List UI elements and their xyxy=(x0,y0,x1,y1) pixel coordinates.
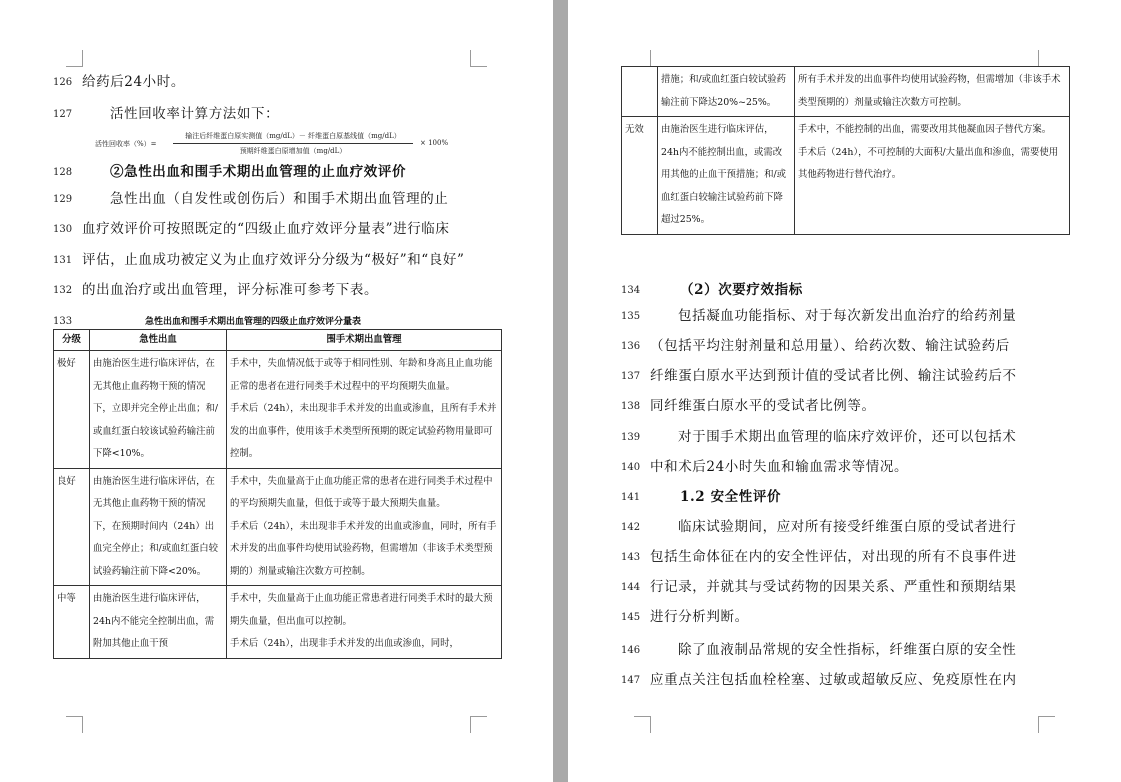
table-header-grade: 分级 xyxy=(54,330,90,351)
paragraph-text: （包括平均注射剂量和总用量）、给药次数、输注试验药后 xyxy=(650,338,1010,354)
acute-bleeding-cell: 措施；和/或血红蛋白较试验药输注前下降达20%~25%。 xyxy=(658,67,795,117)
paragraph-text: 除了血液制品常规的安全性指标，纤维蛋白原的安全性 xyxy=(678,642,1017,658)
paragraph-text: 给药后24小时。 xyxy=(82,74,185,90)
table-row xyxy=(54,586,502,659)
text-line xyxy=(568,306,1121,326)
crop-mark xyxy=(470,50,487,67)
table-row xyxy=(622,67,1070,117)
text-line xyxy=(0,162,553,182)
paragraph-text: 临床试验期间，应对所有接受纤维蛋白原的受试者进行 xyxy=(678,519,1017,535)
text-line xyxy=(568,547,1121,567)
perioperative-cell xyxy=(227,468,502,586)
paragraph-text: 的出血治疗或出血管理，评分标准可参考下表。 xyxy=(82,282,379,298)
paragraph-text: 纤维蛋白原水平达到预计值的受试者比例、输注试验药后不 xyxy=(650,368,1017,384)
line-number: 143 xyxy=(621,552,641,563)
grading-table xyxy=(53,329,502,659)
line-number: 141 xyxy=(621,492,641,503)
line-number: 145 xyxy=(621,612,641,623)
perioperative-criterion: 手术中，失血情况低于或等于相同性别、年龄和身高且止血功能正常的患者在进行同类手术过程中的平均预期失血量。 xyxy=(230,358,493,392)
acute-bleeding-cell: 由施治医生进行临床评估，在无其他止血药物干预的情况下，在预期时间内（24h）出血完全停止；和/或血红蛋白较试验药输注前下降<20%。 xyxy=(90,468,227,586)
section-heading: ②急性出血和围手术期出血管理的止血疗效评价 xyxy=(110,164,407,180)
crop-mark xyxy=(66,50,83,67)
text-line xyxy=(0,104,553,124)
text-line xyxy=(0,250,553,270)
formula-rhs: × 100% xyxy=(420,139,449,147)
grade-cell xyxy=(622,67,658,117)
table-row xyxy=(622,117,1070,235)
formula-denominator: 预期纤维蛋白原增加值（mg/dL） xyxy=(239,147,347,155)
line-number: 131 xyxy=(53,255,73,266)
text-line xyxy=(0,72,553,92)
line-number: 147 xyxy=(621,675,641,686)
crop-mark xyxy=(66,716,83,733)
paragraph-text: 进行分析判断。 xyxy=(650,609,749,625)
perioperative-cell xyxy=(795,67,1070,117)
line-number: 139 xyxy=(621,432,641,443)
text-line xyxy=(0,189,553,209)
table-row xyxy=(54,351,502,469)
paragraph-text: 中和术后24小时失血和输血需求等情况。 xyxy=(650,459,909,475)
crop-mark xyxy=(470,716,487,733)
perioperative-criterion: 手术后（24h），未出现非手术并发的出血或渗血，同时，所有手术并发的出血事件均使用试验药物，但需增加（非该手术类型预期的）剂量或输注次数方可控制。 xyxy=(230,520,497,577)
paragraph-text: 对于围手术期出血管理的临床疗效评价，还可以包括术 xyxy=(678,429,1017,445)
line-number: 133 xyxy=(53,316,73,327)
document-page-left xyxy=(0,0,553,782)
text-line xyxy=(568,336,1121,356)
perioperative-criterion: 手术后（24h），出现非手术并发的出血或渗血，同时， xyxy=(230,638,459,649)
crop-mark xyxy=(1038,50,1055,67)
page-gap xyxy=(553,0,568,782)
formula-numerator: 输注后纤维蛋白原实测值（mg/dL）－ 纤维蛋白原基线值（mg/dL） xyxy=(173,131,413,144)
perioperative-criterion: 手术中，不能控制的出血，需要改用其他凝血因子替代方案。 xyxy=(798,124,1052,135)
line-number: 132 xyxy=(53,285,73,296)
text-line xyxy=(568,457,1121,477)
paragraph-text: 评估，止血成功被定义为止血疗效评分分级为“极好”和“良好” xyxy=(82,252,465,268)
line-number: 126 xyxy=(53,77,73,88)
paragraph-text: 应重点关注包括血栓栓塞、过敏或超敏反应、免疫原性在内 xyxy=(650,672,1017,688)
acute-bleeding-cell: 由施治医生进行临床评估，24h内不能控制出血，或需改用其他的止血干预措施；和/或血红蛋白较输注试验药前下降超过25%。 xyxy=(658,117,795,235)
text-line xyxy=(568,607,1121,627)
line-number: 144 xyxy=(621,582,641,593)
text-line xyxy=(568,640,1121,660)
acute-bleeding-cell: 由施治医生进行临床评估，24h内不能完全控制出血，需附加其他止血干预 xyxy=(90,586,227,659)
grade-cell: 中等 xyxy=(54,586,90,659)
grade-cell: 无效 xyxy=(622,117,658,235)
perioperative-criterion: 手术中，失血量高于止血功能正常患者进行同类手术时的最大预期失血量，但出血可以控制。 xyxy=(230,593,493,627)
line-number: 136 xyxy=(621,341,641,352)
line-number: 140 xyxy=(621,462,641,473)
crop-mark xyxy=(1038,716,1055,733)
text-line xyxy=(0,280,553,300)
line-number: 130 xyxy=(53,224,73,235)
text-line xyxy=(568,280,1121,300)
grade-cell: 良好 xyxy=(54,468,90,586)
paragraph-text: 活性回收率计算方法如下： xyxy=(110,106,280,122)
perioperative-criterion: 所有手术并发的出血事件均使用试验药物，但需增加（非该手术类型预期的）剂量或输注次数方可控制。 xyxy=(798,74,1061,108)
line-number: 128 xyxy=(53,167,73,178)
line-number: 135 xyxy=(621,311,641,322)
crop-mark xyxy=(634,50,651,67)
section-heading: 1.2 安全性评价 xyxy=(680,489,782,505)
document-page-right xyxy=(568,0,1121,782)
text-line xyxy=(568,366,1121,386)
perioperative-criterion: 手术后（24h），未出现非手术并发的出血或渗血，且所有手术并发的出血事件，使用该手术类型所预期的既定试验药物用量即可控制。 xyxy=(230,403,497,459)
perioperative-cell xyxy=(795,117,1070,235)
perioperative-cell xyxy=(227,586,502,659)
table-header-perioperative: 围手术期出血管理 xyxy=(227,330,502,351)
text-line xyxy=(568,577,1121,597)
table-row xyxy=(54,468,502,586)
paragraph-text: 包括生命体征在内的安全性评估，对出现的所有不良事件进 xyxy=(650,549,1017,565)
perioperative-criterion: 手术中，失血量高于止血功能正常的患者在进行同类手术过程中的平均预期失血量，但低于或等于最大预期失血量。 xyxy=(230,475,493,509)
line-number: 127 xyxy=(53,109,73,120)
formula-lhs: 活性回收率（%）= xyxy=(95,140,157,148)
grade-cell: 极好 xyxy=(54,351,90,469)
perioperative-cell xyxy=(227,351,502,469)
text-line xyxy=(568,396,1121,416)
crop-mark xyxy=(634,716,651,733)
table-header-acute: 急性出血 xyxy=(90,330,227,351)
line-number: 138 xyxy=(621,401,641,412)
paragraph-text: 行记录，并就其与受试药物的因果关系、严重性和预期结果 xyxy=(650,579,1017,595)
table-caption: 急性出血和围手术期出血管理的四级止血疗效评分量表 xyxy=(145,317,362,327)
line-number: 146 xyxy=(621,645,641,656)
paragraph-text: 同纤维蛋白原水平的受试者比例等。 xyxy=(650,398,876,414)
line-number: 129 xyxy=(53,194,73,205)
grading-table-continued xyxy=(621,66,1070,235)
text-line xyxy=(568,670,1121,690)
line-number: 134 xyxy=(621,285,641,296)
text-line xyxy=(0,219,553,239)
line-number: 137 xyxy=(621,371,641,382)
section-heading: （2）次要疗效指标 xyxy=(680,282,803,298)
paragraph-text: 血疗效评价可按照既定的“四级止血疗效评分量表”进行临床 xyxy=(82,221,450,237)
perioperative-criterion: 手术后（24h），不可控制的大面积/大量出血和渗血，需要使用其他药物进行替代治疗。 xyxy=(798,146,1059,180)
text-line xyxy=(568,517,1121,537)
text-line xyxy=(568,427,1121,447)
text-line xyxy=(568,487,1121,507)
paragraph-text: 急性出血（自发性或创伤后）和围手术期出血管理的止 xyxy=(110,191,449,207)
acute-bleeding-cell: 由施治医生进行临床评估，在无其他止血药物干预的情况下，立即并完全停止出血；和/或血红蛋白较该试验药输注前下降<10%。 xyxy=(90,351,227,469)
line-number: 142 xyxy=(621,522,641,533)
paragraph-text: 包括凝血功能指标、对于每次新发出血治疗的给药剂量 xyxy=(678,308,1017,324)
